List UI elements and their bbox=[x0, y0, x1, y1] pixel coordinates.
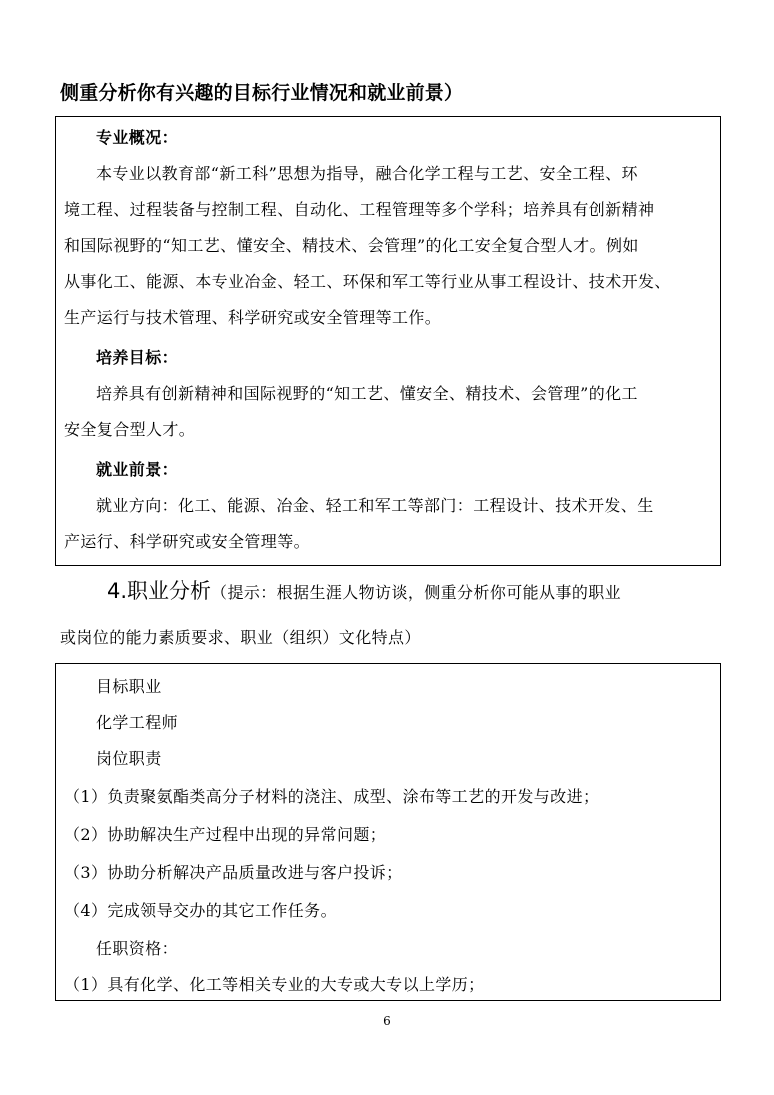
section-4-heading bbox=[107, 575, 621, 605]
prospect-line: 产运行、科学研究或安全管理等。 bbox=[64, 532, 311, 551]
overview-line: 境工程、过程装备与控制工程、自动化、工程管理等多个学科；培养具有创新精神 bbox=[64, 200, 655, 219]
page-number: 6 bbox=[383, 1014, 391, 1028]
overview-line: 生产运行与技术管理、科学研究或安全管理等工作。 bbox=[64, 308, 442, 327]
major-overview-box bbox=[55, 116, 721, 566]
overview-line: 本专业以教育部“新工科”思想为指导，融合化学工程与工艺、安全工程、环 bbox=[96, 164, 638, 183]
overview-line: 和国际视野的“知工艺、懂安全、精技术、会管理”的化工安全复合型人才。例如 bbox=[64, 236, 639, 255]
goal-heading: 培养目标： bbox=[96, 348, 179, 367]
qualification-item: （1）具有化学、化工等相关专业的大专或大专以上学历； bbox=[64, 975, 485, 994]
section-4-hint: （提示：根据生涯人物访谈，侧重分析你可能从事的职业 bbox=[211, 583, 622, 602]
goal-line: 安全复合型人才。 bbox=[64, 420, 196, 439]
duty-item: （1）负责聚氨酯类高分子材料的浇注、成型、涂布等工艺的开发与改进； bbox=[64, 787, 600, 806]
duties-label: 岗位职责 bbox=[96, 749, 162, 768]
prospect-heading: 就业前景： bbox=[96, 460, 179, 479]
intro-line: 侧重分析你有兴趣的目标行业情况和就业前景） bbox=[60, 82, 464, 104]
duty-item: （3）协助分析解决产品质量改进与客户投诉； bbox=[64, 863, 403, 882]
duty-item: （2）协助解决生产过程中出现的异常问题； bbox=[64, 825, 387, 844]
target-job-value: 化学工程师 bbox=[96, 713, 179, 732]
section-4-hint-continued: 或岗位的能力素质要求、职业（组织）文化特点） bbox=[60, 628, 421, 647]
overview-heading: 专业概况： bbox=[96, 128, 179, 147]
target-job-label: 目标职业 bbox=[96, 677, 162, 696]
goal-line: 培养具有创新精神和国际视野的“知工艺、懂安全、精技术、会管理”的化工 bbox=[96, 384, 638, 403]
career-analysis-box bbox=[55, 663, 721, 1001]
qualification-label: 任职资格： bbox=[96, 939, 179, 958]
overview-line: 从事化工、能源、本专业冶金、轻工、环保和军工等行业从事工程设计、技术开发、 bbox=[64, 272, 671, 291]
duty-item: （4）完成领导交办的其它工作任务。 bbox=[64, 901, 337, 920]
prospect-line: 就业方向：化工、能源、冶金、轻工和军工等部门：工程设计、技术开发、生 bbox=[96, 496, 654, 515]
section-4-title: 4.职业分析 bbox=[107, 579, 212, 603]
